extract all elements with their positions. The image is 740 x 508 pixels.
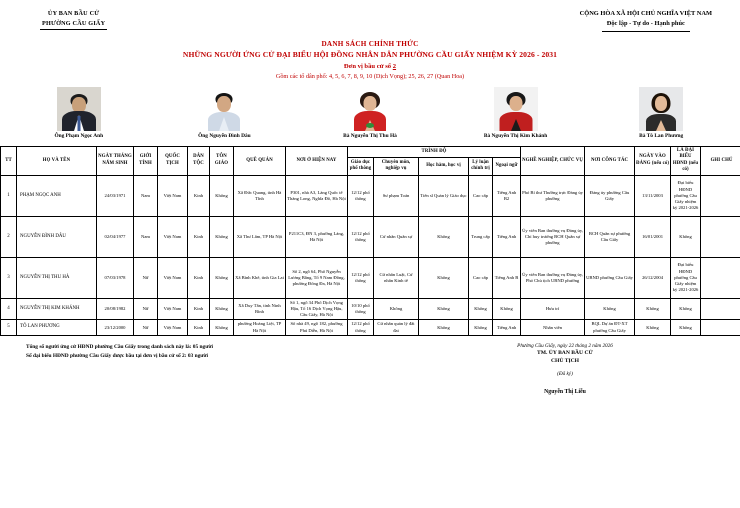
cell-dob: 20/08/1982 <box>97 298 134 320</box>
cell-hometown: phường Hoàng Liệt, TP Hà Nội <box>234 320 286 335</box>
cell-edu-degree: Không <box>419 216 469 257</box>
th-ethnicity: DÂN TỘC <box>188 147 210 176</box>
cell-edu-general: 10/10 phổ thông <box>348 298 374 320</box>
signature-role: CHỦ TỊCH <box>550 357 580 364</box>
signature-date: Phường Cầu Giấy, ngày 22 tháng 2 năm 2026 <box>517 342 613 349</box>
cell-hometown: Xã Thư Lâm, TP Hà Nội <box>234 216 286 257</box>
candidate-photo-item <box>297 87 443 140</box>
cell-workplace: Đảng ủy phường Cầu Giấy <box>585 175 635 216</box>
elected-seats-line: Số đại biểu HĐND phường Cầu Giấy được bầu tại đơn vị bầu cử số 2: 03 người <box>26 353 208 360</box>
cell-dob: 02/04/1977 <box>97 216 134 257</box>
candidate-photo-item <box>6 87 152 140</box>
signature-org: TM. ỦY BAN BẦU CỬ <box>537 350 593 357</box>
cell-occupation: Ủy viên Ban thường vụ Đảng ủy, Chỉ huy trưởng BCH Quân sự phường <box>521 216 585 257</box>
candidate-table <box>0 146 740 336</box>
country-name: CỘNG HÒA XÃ HỘI CHỦ NGHĨA VIỆT NAM <box>579 10 712 17</box>
cell-dob: 24/03/1971 <box>97 175 134 216</box>
cell-religion: Không <box>210 257 234 298</box>
cell-notes <box>701 216 740 257</box>
title-line-2: NHỮNG NGƯỜI ỨNG CỬ ĐẠI BIỂU HỘI ĐỒNG NHÂN DÂN PHƯỜNG CẦU GIẤY NHIỆM KỲ 2026 - 2031 <box>182 50 558 59</box>
table-row <box>1 216 740 257</box>
cell-tt: 4 <box>1 298 17 320</box>
cell-party-date: 16/01/2001 <box>635 216 671 257</box>
electoral-unit-label: Đơn vị bầu cử số <box>343 62 393 70</box>
cell-edu-degree: Tiến sĩ Quản lý Giáo dục <box>419 175 469 216</box>
cell-is-deputy: Không <box>671 216 701 257</box>
th-workplace: NƠI CÔNG TÁC <box>585 147 635 176</box>
candidate-portrait <box>639 87 683 131</box>
cell-nationality: Việt Nam <box>158 320 188 335</box>
total-candidates-line: Tổng số người ứng cử HĐND phường Cầu Giấy trong danh sách này là: 05 người <box>26 343 213 350</box>
th-name: HỌ VÀ TÊN <box>17 147 97 176</box>
cell-occupation: Ủy viên Ban thường vụ Đảng ủy, Phó Chủ tịch UBND phường <box>521 257 585 298</box>
authority-line-2: PHƯỜNG CẦU GIẤY <box>40 19 107 31</box>
cell-dob: 23/12/2000 <box>97 320 134 335</box>
candidate-photo-caption: Ông Phạm Ngọc Anh <box>54 133 104 139</box>
cell-ethnicity: Kinh <box>188 320 210 335</box>
cell-edu-major: Sư phạm Toán <box>374 175 419 216</box>
cell-religion: Không <box>210 175 234 216</box>
title-line-1: DANH SÁCH CHÍNH THỨC <box>321 39 419 48</box>
cell-is-deputy: Không <box>671 320 701 335</box>
signature-signed-marker: (Đã ký) <box>557 370 573 377</box>
cell-notes <box>701 320 740 335</box>
cell-party-date: 13/11/2003 <box>635 175 671 216</box>
cell-edu-degree: Không <box>419 257 469 298</box>
cell-occupation: Phó Bí thư Thường trực Đảng ủy phường <box>521 175 585 216</box>
electoral-unit-number: 2 <box>392 62 397 70</box>
cell-edu-politics: Trung cấp <box>469 216 493 257</box>
th-edu-degree: Học hàm, học vị <box>419 157 469 175</box>
th-sex: GIỚI TÍNH <box>134 147 158 176</box>
footer-summary <box>26 343 404 395</box>
cell-tt: 1 <box>1 175 17 216</box>
cell-is-deputy: Không <box>671 298 701 320</box>
cell-nationality: Việt Nam <box>158 298 188 320</box>
cell-notes <box>701 175 740 216</box>
cell-tt: 2 <box>1 216 17 257</box>
th-occupation: NGHỀ NGHIỆP, CHỨC VỤ <box>521 147 585 176</box>
cell-edu-language: Không <box>493 298 521 320</box>
cell-edu-politics: Cao cấp <box>469 175 493 216</box>
authority-line-1: ỦY BAN BẦU CỬ <box>47 10 100 17</box>
cell-edu-language: Tiếng Anh <box>493 320 521 335</box>
th-religion: TÔN GIÁO <box>210 147 234 176</box>
th-hometown: QUÊ QUÁN <box>234 147 286 176</box>
cell-edu-general: 12/12 phổ thông <box>348 257 374 298</box>
cell-nationality: Việt Nam <box>158 257 188 298</box>
cell-sex: Nam <box>134 175 158 216</box>
cell-religion: Không <box>210 320 234 335</box>
candidate-photo-caption: Ông Nguyễn Đình Dâu <box>198 133 251 139</box>
cell-edu-degree: Không <box>419 320 469 335</box>
th-edu-general: Giáo dục phổ thông <box>348 157 374 175</box>
cell-edu-language: Tiếng Anh <box>493 216 521 257</box>
cell-workplace: Không <box>585 298 635 320</box>
th-is-deputy: LÀ ĐẠI BIỂU HĐND (nếu có) <box>671 147 701 176</box>
cell-name: TÔ LAN PHƯƠNG <box>17 320 97 335</box>
cell-religion: Không <box>210 298 234 320</box>
cell-nationality: Việt Nam <box>158 175 188 216</box>
cell-name: NGUYỄN THỊ THU HÀ <box>17 257 97 298</box>
cell-name: NGUYỄN THỊ KIM KHÁNH <box>17 298 97 320</box>
cell-edu-politics: Không <box>469 298 493 320</box>
national-motto: Độc lập - Tự do - Hạnh phúc <box>602 19 690 31</box>
cell-nationality: Việt Nam <box>158 216 188 257</box>
cell-hometown: Xã Bình Khê, tỉnh Gia Lai <box>234 257 286 298</box>
cell-sex: Nữ <box>134 320 158 335</box>
candidate-photo-caption: Bà Tô Lan Phương <box>639 133 684 139</box>
electoral-unit-areas: Gồm các tổ dân phố: 4, 5, 6, 7, 8, 9, 10 (Dịch Vọng); 25, 26, 27 (Quan Hoa) <box>275 72 465 80</box>
cell-tt: 5 <box>1 320 17 335</box>
cell-is-deputy: Đại biểu HĐND phường Cầu Giấy nhiệm kỳ 2021-2026 <box>671 257 701 298</box>
cell-tt: 3 <box>1 257 17 298</box>
cell-name: PHẠM NGỌC ANH <box>17 175 97 216</box>
cell-hometown: Xã Đức Quang, tỉnh Hà Tĩnh <box>234 175 286 216</box>
cell-edu-language: Tiếng Anh B <box>493 257 521 298</box>
candidate-photo-item <box>588 87 734 140</box>
cell-religion: Không <box>210 216 234 257</box>
cell-ethnicity: Kinh <box>188 175 210 216</box>
cell-edu-general: 12/12 phổ thông <box>348 216 374 257</box>
cell-edu-major: Cử nhân Quân sự <box>374 216 419 257</box>
document-title-block <box>0 40 740 80</box>
signature-block <box>404 343 726 395</box>
cell-residence: P301, nhà A3, Làng Quốc tế Thăng Long, Nghĩa Đô, Hà Nội <box>286 175 348 216</box>
cell-edu-major: Cử nhân quản lý đất đai <box>374 320 419 335</box>
cell-is-deputy: Đại biểu HĐND phường Cầu Giấy nhiệm kỳ 2021-2026 <box>671 175 701 216</box>
th-edu-language: Ngoại ngữ <box>493 157 521 175</box>
cell-ethnicity: Kinh <box>188 298 210 320</box>
cell-edu-general: 12/12 phổ thông <box>348 320 374 335</box>
cell-ethnicity: Kinh <box>188 216 210 257</box>
candidate-photo-caption: Bà Nguyễn Thị Kim Khánh <box>483 133 548 139</box>
cell-workplace: BCH Quân sự phường Cầu Giấy <box>585 216 635 257</box>
candidate-photo-item <box>443 87 589 140</box>
th-residence: NƠI Ở HIỆN NAY <box>286 147 348 176</box>
cell-edu-politics: Không <box>469 320 493 335</box>
table-row <box>1 175 740 216</box>
cell-residence: Số nhà 49, ngõ 182, phường Phú Diễn, Hà Nội <box>286 320 348 335</box>
cell-edu-politics: Cao cấp <box>469 257 493 298</box>
candidate-portrait <box>494 87 538 131</box>
cell-hometown: Xã Duy Tân, tỉnh Ninh Bình <box>234 298 286 320</box>
issuing-authority <box>40 9 107 32</box>
table-body <box>1 175 740 335</box>
cell-sex: Nam <box>134 216 158 257</box>
cell-ethnicity: Kinh <box>188 257 210 298</box>
cell-workplace: BQL Dự án ĐT-XT phường Cầu Giấy <box>585 320 635 335</box>
th-edu-politics: Lý luận chính trị <box>469 157 493 175</box>
th-nationality: QUỐC TỊCH <box>158 147 188 176</box>
cell-residence: Số 2, ngõ 64, Phố Nguyễn Lương Bằng, Tổ 9 Nam Đồng, phường Đống Đa, Hà Nội <box>286 257 348 298</box>
cell-sex: Nữ <box>134 257 158 298</box>
cell-occupation: Nhân viên <box>521 320 585 335</box>
candidate-portrait <box>348 87 392 131</box>
cell-edu-language: Tiếng Anh B2 <box>493 175 521 216</box>
document-footer <box>0 343 740 395</box>
cell-sex: Nữ <box>134 298 158 320</box>
cell-occupation: Hưu trí <box>521 298 585 320</box>
cell-notes <box>701 298 740 320</box>
th-tt: TT <box>1 147 17 176</box>
th-notes: GHI CHÚ <box>701 147 740 176</box>
cell-notes <box>701 257 740 298</box>
cell-edu-major: Không <box>374 298 419 320</box>
cell-residence: P211C3, ĐN 3, phường Láng, Hà Nội <box>286 216 348 257</box>
table-row <box>1 298 740 320</box>
national-heading <box>580 9 712 32</box>
cell-dob: 07/03/1978 <box>97 257 134 298</box>
candidate-photo-strip <box>0 87 740 140</box>
table-row <box>1 320 740 335</box>
table-row <box>1 257 740 298</box>
candidate-photo-caption: Bà Nguyễn Thị Thu Hà <box>343 133 397 139</box>
candidate-portrait <box>57 87 101 131</box>
table-header-row-1 <box>1 147 740 158</box>
cell-residence: Số 1, ngõ 34 Phố Dịch Vọng Hậu, Tổ 16 Dịch Vọng Hậu, Cầu Giấy, Hà Nội <box>286 298 348 320</box>
cell-edu-major: Cử nhân Luật, Cử nhân Kinh tế <box>374 257 419 298</box>
cell-party-date: Không <box>635 298 671 320</box>
candidate-photo-item <box>152 87 298 140</box>
cell-party-date: Không <box>635 320 671 335</box>
cell-edu-general: 12/12 phổ thông <box>348 175 374 216</box>
th-dob: NGÀY THÁNG NĂM SINH <box>97 147 134 176</box>
cell-edu-degree: Không <box>419 298 469 320</box>
electoral-unit-line <box>0 63 740 70</box>
th-education-group: TRÌNH ĐỘ <box>348 147 521 158</box>
signature-name: Nguyễn Thị Liễu <box>544 388 586 395</box>
th-edu-major: Chuyên môn, nghiệp vụ <box>374 157 419 175</box>
cell-workplace: UBND phường Cầu Giấy <box>585 257 635 298</box>
candidate-portrait <box>202 87 246 131</box>
cell-name: NGUYỄN ĐÌNH DÂU <box>17 216 97 257</box>
cell-party-date: 26/12/2004 <box>635 257 671 298</box>
th-party-date: NGÀY VÀO ĐẢNG (nếu có) <box>635 147 671 176</box>
document-header <box>0 0 740 32</box>
